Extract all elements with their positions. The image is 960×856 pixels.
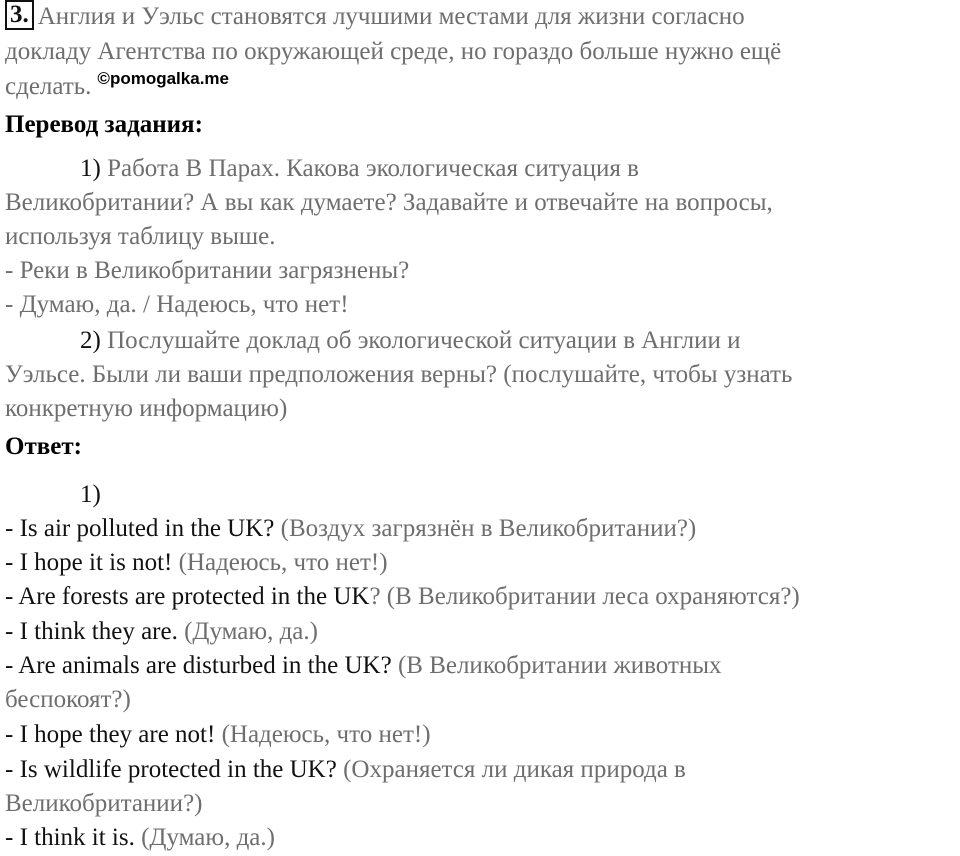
task-text-2: докладу Агентства по окружающей среде, но гораздо больше нужно ещё — [5, 38, 782, 65]
dialogue-ru-1: (Воздух загрязнён в Великобритании?) — [274, 515, 697, 542]
dialogue-line-4 — [5, 615, 318, 649]
translation-item2-line-1 — [80, 324, 741, 358]
translation-item2-number: 2) — [80, 327, 101, 354]
dialogue-ru-7: (Охраняется ли дикая природа в — [336, 756, 686, 783]
dialogue-line-7-cont: Великобритании?) — [5, 790, 203, 817]
dialogue-line-3 — [5, 580, 800, 614]
dialogue-ru-3: ? (В Великобритании леса охраняются?) — [369, 583, 800, 610]
dialogue-en-5: - Are animals are disturbed in the UK? — [5, 652, 392, 679]
translation-item2-text-1: Послушайте доклад об экологической ситуации в Англии и — [107, 327, 741, 354]
answer-item-number: 1) — [80, 481, 101, 508]
task-text-1: Англия и Уэльс становятся лучшими местами для жизни согласно — [37, 3, 745, 30]
dialogue-en-4: - I think they are. — [5, 618, 178, 645]
watermark: ©pomogalka.me — [97, 69, 229, 88]
translation-example-1: - Реки в Великобритании загрязнены? — [5, 257, 410, 284]
dialogue-line-1 — [5, 512, 696, 546]
task-line-1 — [5, 0, 745, 34]
dialogue-line-7 — [5, 753, 686, 787]
translation-item1-line-3: используя таблицу выше. — [5, 223, 276, 250]
translation-heading: Перевод задания: — [5, 111, 203, 138]
dialogue-line-5-cont: беспокоят?) — [5, 686, 131, 713]
translation-item2-line-2: Уэльсе. Были ли ваши предположения верны? (послушайте, чтобы узнать — [5, 361, 793, 388]
dialogue-ru-8: (Думаю, да.) — [134, 824, 275, 851]
translation-item1-number: 1) — [80, 155, 101, 182]
dialogue-line-6 — [5, 718, 431, 752]
dialogue-line-5 — [5, 649, 722, 683]
task-line-2 — [5, 35, 781, 69]
translation-item1-line-2: Великобритании? А вы как думаете? Задавайте и отвечайте на вопросы, — [5, 189, 773, 216]
translation-item1-text-1: Работа В Парах. Какова экологическая ситуация в — [107, 155, 639, 182]
dialogue-ru-4: (Думаю, да.) — [177, 618, 318, 645]
dialogue-en-6: - I hope they are not! — [5, 721, 216, 748]
dialogue-en-8: - I think it is. — [5, 824, 135, 851]
dialogue-en-7: - Is wildlife protected in the UK? — [5, 756, 337, 783]
dialogue-en-2: - I hope it is not! — [5, 549, 173, 576]
dialogue-ru-5: (В Великобритании животных — [391, 652, 722, 679]
dialogue-en-3: - Are forests are protected in the UK — [5, 583, 370, 610]
dialogue-ru-2: (Надеюсь, что нет!) — [172, 549, 388, 576]
dialogue-line-8 — [5, 821, 275, 855]
dialogue-en-1: - Is air polluted in the UK? — [5, 515, 275, 542]
task-line-3 — [5, 70, 229, 104]
translation-item2-line-3: конкретную информацию) — [5, 395, 288, 422]
dialogue-ru-6: (Надеюсь, что нет!) — [215, 721, 431, 748]
task-text-3: сделать. — [5, 73, 92, 100]
answer-heading: Ответ: — [5, 433, 82, 460]
task-number-badge: 3. — [5, 0, 34, 30]
dialogue-line-2 — [5, 546, 388, 580]
translation-item1-line-1 — [80, 152, 639, 186]
translation-example-2: - Думаю, да. / Надеюсь, что нет! — [5, 291, 349, 318]
